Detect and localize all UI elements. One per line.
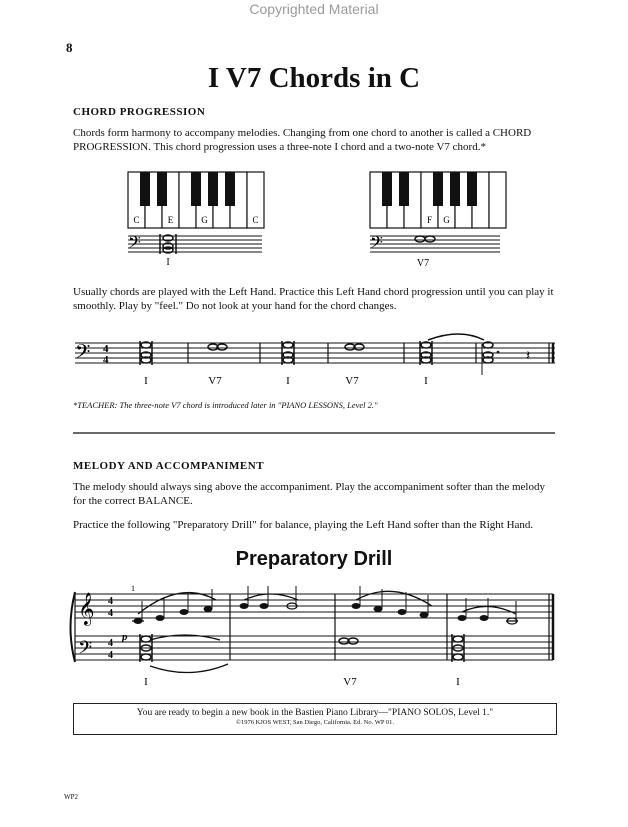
next-book-notice <box>73 703 557 735</box>
chord-label: V7 <box>416 258 430 269</box>
white-key <box>489 172 506 228</box>
keyboard-diagram-i-chord <box>128 172 264 228</box>
drill-chord-label: I <box>456 676 460 688</box>
watermark: Copyrighted Material <box>249 1 379 17</box>
dynamic-marking: p <box>122 631 128 643</box>
progression-chord-label: I <box>144 375 148 387</box>
staff-v7-chord <box>370 234 500 256</box>
edition-code: WP2 <box>64 793 78 801</box>
key-label: E <box>167 215 174 225</box>
time-signature-bottom: 4 <box>103 354 109 366</box>
preparatory-drill-instructions: Practice the following "Preparatory Drill" for balance, playing the Left Hand softer than the Right Hand. <box>73 519 534 531</box>
drill-chord-label: V7 <box>343 676 357 688</box>
keyboard-diagram-v7-chord <box>370 172 506 228</box>
svg-text:4: 4 <box>108 608 113 619</box>
svg-text:4: 4 <box>108 596 113 607</box>
melody-balance-paragraph: The melody should always sing above the accompaniment. Play the accompaniment softer than the melody for the correct BALANCE. <box>73 481 545 507</box>
chord-progression-paragraph: Chords form harmony to accompany melodies. Changing from one chord to another is called a CHORD PROGRESSION. This chord progression uses a three-note I chord and a two-note V7 chord.* <box>73 127 532 153</box>
page-number: 8 <box>66 40 73 55</box>
key-label: G <box>201 215 208 225</box>
brace-icon <box>71 592 76 662</box>
note-head <box>425 236 435 242</box>
svg-text:4: 4 <box>108 638 113 649</box>
svg-text:4: 4 <box>108 650 113 661</box>
black-key <box>208 172 218 206</box>
black-key <box>467 172 477 206</box>
progression-chord-label: V7 <box>208 375 222 387</box>
drill-chord-label: I <box>144 676 148 688</box>
page-title: I V7 Chords in C <box>207 62 421 94</box>
time-signature-top: 4 <box>103 343 109 355</box>
quarter-rest-icon: 𝄽 <box>526 349 531 364</box>
progression-chord-label: V7 <box>345 375 359 387</box>
black-key <box>140 172 150 206</box>
key-label: C <box>133 215 140 225</box>
black-key <box>191 172 201 206</box>
section-heading-chord-progression: CHORD PROGRESSION <box>73 106 206 118</box>
chord-label: I <box>166 257 170 268</box>
left-hand-practice-paragraph: Usually chords are played with the Left Hand. Practice this Left Hand chord progression until you can play it smoothly. Play by "feel." Do not look at your hand for the chord changes. <box>73 286 554 312</box>
bass-clef-icon: 𝄢 <box>75 342 91 368</box>
note-head <box>415 236 425 242</box>
treble-clef-icon: 𝄞 <box>78 594 95 625</box>
bass-clef-icon: 𝄢 <box>78 637 93 662</box>
progression-staff <box>75 334 555 375</box>
black-key <box>382 172 392 206</box>
finger-number: 1 <box>131 584 135 593</box>
black-key <box>450 172 460 206</box>
progression-chord-label: I <box>424 375 428 387</box>
key-label: C <box>252 215 259 225</box>
black-key <box>433 172 443 206</box>
next-book-text: You are ready to begin a new book in the Bastien Piano Library—"PIANO SOLOS, Level 1." <box>136 708 494 718</box>
key-label: F <box>426 215 433 225</box>
teacher-footnote: *TEACHER: The three-note V7 chord is introduced later in "PIANO LESSONS, Level 2." <box>73 400 378 410</box>
progression-chord-label: I <box>286 375 290 387</box>
drill-grand-staff <box>71 584 554 673</box>
black-key <box>399 172 409 206</box>
bass-clef-icon: 𝄢 <box>370 234 383 256</box>
drill-title: Preparatory Drill <box>235 548 393 570</box>
key-label: G <box>443 215 450 225</box>
black-key <box>225 172 235 206</box>
staff-i-chord <box>128 234 262 256</box>
section-heading-melody-accompaniment: MELODY AND ACCOMPANIMENT <box>73 460 265 472</box>
copyright-text: ©1976 KJOS WEST, San Diego, California. Ed. No. WP 01. <box>236 719 394 726</box>
bass-clef-icon: 𝄢 <box>128 234 141 256</box>
black-key <box>157 172 167 206</box>
